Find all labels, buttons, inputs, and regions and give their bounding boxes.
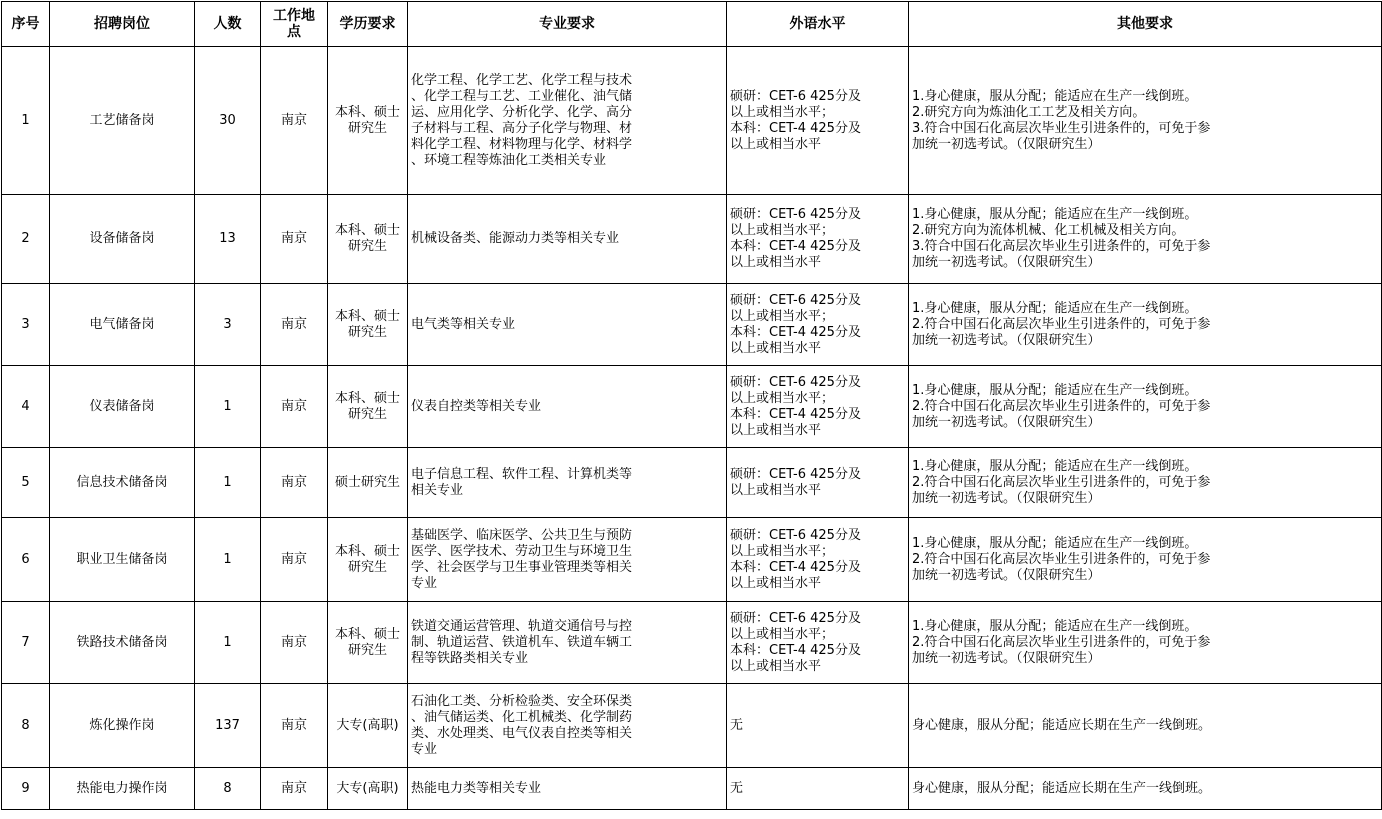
col-header-seq: 序号 (2, 2, 50, 47)
position-cell: 信息技术储备岗 (50, 448, 195, 518)
count-cell: 137 (195, 684, 261, 768)
education-cell: 本科、硕士 研究生 (328, 47, 408, 195)
other-requirements-cell: 1.身心健康，服从分配；能适应在生产一线倒班。 2.符合中国石化高层次毕业生引进条件的，可免于参 加统一初选考试。（仅限研究生） (909, 284, 1382, 366)
position-cell: 电气储备岗 (50, 284, 195, 366)
col-header-major: 专业要求 (408, 2, 727, 47)
location-cell: 南京 (261, 448, 328, 518)
count-cell: 1 (195, 366, 261, 448)
seq-cell: 9 (2, 768, 50, 810)
education-cell: 硕士研究生 (328, 448, 408, 518)
count-cell: 3 (195, 284, 261, 366)
position-cell: 工艺储备岗 (50, 47, 195, 195)
major-cell: 仪表自控类等相关专业 (408, 366, 727, 448)
col-header-count: 人数 (195, 2, 261, 47)
col-header-position: 招聘岗位 (50, 2, 195, 47)
language-cell: 硕研：CET-6 425分及 以上或相当水平； 本科：CET-4 425分及 以上或相当水平 (727, 518, 909, 602)
major-cell: 铁道交通运营管理、轨道交通信号与控 制、轨道运营、铁道机车、铁道车辆工 程等铁路类相关专业 (408, 602, 727, 684)
seq-cell: 2 (2, 195, 50, 284)
location-cell: 南京 (261, 684, 328, 768)
header-row (2, 2, 1382, 47)
position-cell: 铁路技术储备岗 (50, 602, 195, 684)
other-requirements-cell: 1.身心健康，服从分配；能适应在生产一线倒班。 2.符合中国石化高层次毕业生引进条件的，可免于参 加统一初选考试。（仅限研究生） (909, 366, 1382, 448)
seq-cell: 1 (2, 47, 50, 195)
position-cell: 设备储备岗 (50, 195, 195, 284)
language-cell: 硕研：CET-6 425分及 以上或相当水平； 本科：CET-4 425分及 以上或相当水平 (727, 47, 909, 195)
language-cell: 硕研：CET-6 425分及 以上或相当水平； 本科：CET-4 425分及 以上或相当水平 (727, 284, 909, 366)
language-cell: 硕研：CET-6 425分及 以上或相当水平； 本科：CET-4 425分及 以上或相当水平 (727, 366, 909, 448)
location-cell: 南京 (261, 602, 328, 684)
count-cell: 8 (195, 768, 261, 810)
education-cell: 大专(高职) (328, 684, 408, 768)
table-row (2, 518, 1382, 602)
language-cell: 硕研：CET-6 425分及 以上或相当水平； 本科：CET-4 425分及 以上或相当水平 (727, 195, 909, 284)
count-cell: 1 (195, 448, 261, 518)
count-cell: 30 (195, 47, 261, 195)
language-cell: 无 (727, 768, 909, 810)
major-cell: 基础医学、临床医学、公共卫生与预防 医学、医学技术、劳动卫生与环境卫生 学、社会医学与卫生事业管理类等相关 专业 (408, 518, 727, 602)
major-cell: 热能电力类等相关专业 (408, 768, 727, 810)
education-cell: 本科、硕士 研究生 (328, 602, 408, 684)
location-cell: 南京 (261, 47, 328, 195)
major-cell: 化学工程、化学工艺、化学工程与技术 、化学工程与工艺、工业催化、油气储 运、应用化学、分析化学、化学、高分 子材料与工程、高分子化学与物理、材 料化学工程、材料物理与化学、材料学 、环境工程等炼油化工类相关专业 (408, 47, 727, 195)
seq-cell: 4 (2, 366, 50, 448)
seq-cell: 3 (2, 284, 50, 366)
position-cell: 热能电力操作岗 (50, 768, 195, 810)
other-requirements-cell: 1.身心健康，服从分配；能适应在生产一线倒班。 2.符合中国石化高层次毕业生引进条件的，可免于参 加统一初选考试。（仅限研究生） (909, 448, 1382, 518)
table-row (2, 768, 1382, 810)
position-cell: 职业卫生储备岗 (50, 518, 195, 602)
major-cell: 机械设备类、能源动力类等相关专业 (408, 195, 727, 284)
seq-cell: 8 (2, 684, 50, 768)
other-requirements-cell: 1.身心健康，服从分配；能适应在生产一线倒班。 2.研究方向为流体机械、化工机械及相关方向。 3.符合中国石化高层次毕业生引进条件的，可免于参 加统一初选考试。（仅限研究生） (909, 195, 1382, 284)
language-cell: 无 (727, 684, 909, 768)
education-cell: 本科、硕士 研究生 (328, 366, 408, 448)
location-cell: 南京 (261, 366, 328, 448)
education-cell: 本科、硕士 研究生 (328, 195, 408, 284)
language-cell: 硕研：CET-6 425分及 以上或相当水平 (727, 448, 909, 518)
location-cell: 南京 (261, 195, 328, 284)
language-cell: 硕研：CET-6 425分及 以上或相当水平； 本科：CET-4 425分及 以上或相当水平 (727, 602, 909, 684)
table-row (2, 684, 1382, 768)
count-cell: 13 (195, 195, 261, 284)
table-row (2, 47, 1382, 195)
col-header-location: 工作地 点 (261, 2, 328, 47)
other-requirements-cell: 1.身心健康，服从分配；能适应在生产一线倒班。 2.符合中国石化高层次毕业生引进条件的，可免于参 加统一初选考试。（仅限研究生） (909, 602, 1382, 684)
recruitment-table (1, 1, 1382, 810)
education-cell: 本科、硕士 研究生 (328, 284, 408, 366)
location-cell: 南京 (261, 768, 328, 810)
seq-cell: 6 (2, 518, 50, 602)
major-cell: 石油化工类、分析检验类、安全环保类 、油气储运类、化工机械类、化学制药 类、水处理类、电气仪表自控类等相关 专业 (408, 684, 727, 768)
table-row (2, 448, 1382, 518)
education-cell: 本科、硕士 研究生 (328, 518, 408, 602)
count-cell: 1 (195, 518, 261, 602)
table-row (2, 284, 1382, 366)
count-cell: 1 (195, 602, 261, 684)
other-requirements-cell: 1.身心健康，服从分配；能适应在生产一线倒班。 2.符合中国石化高层次毕业生引进条件的，可免于参 加统一初选考试。（仅限研究生） (909, 518, 1382, 602)
col-header-language: 外语水平 (727, 2, 909, 47)
position-cell: 炼化操作岗 (50, 684, 195, 768)
location-cell: 南京 (261, 284, 328, 366)
location-cell: 南京 (261, 518, 328, 602)
education-cell: 大专(高职) (328, 768, 408, 810)
table-row (2, 602, 1382, 684)
seq-cell: 7 (2, 602, 50, 684)
other-requirements-cell: 1.身心健康，服从分配；能适应在生产一线倒班。 2.研究方向为炼油化工工艺及相关方向。 3.符合中国石化高层次毕业生引进条件的，可免于参 加统一初选考试。（仅限研究生） (909, 47, 1382, 195)
other-requirements-cell: 身心健康，服从分配；能适应长期在生产一线倒班。 (909, 684, 1382, 768)
col-header-education: 学历要求 (328, 2, 408, 47)
position-cell: 仪表储备岗 (50, 366, 195, 448)
major-cell: 电气类等相关专业 (408, 284, 727, 366)
col-header-other: 其他要求 (909, 2, 1382, 47)
other-requirements-cell: 身心健康，服从分配；能适应长期在生产一线倒班。 (909, 768, 1382, 810)
table-row (2, 366, 1382, 448)
major-cell: 电子信息工程、软件工程、计算机类等 相关专业 (408, 448, 727, 518)
table-row (2, 195, 1382, 284)
seq-cell: 5 (2, 448, 50, 518)
